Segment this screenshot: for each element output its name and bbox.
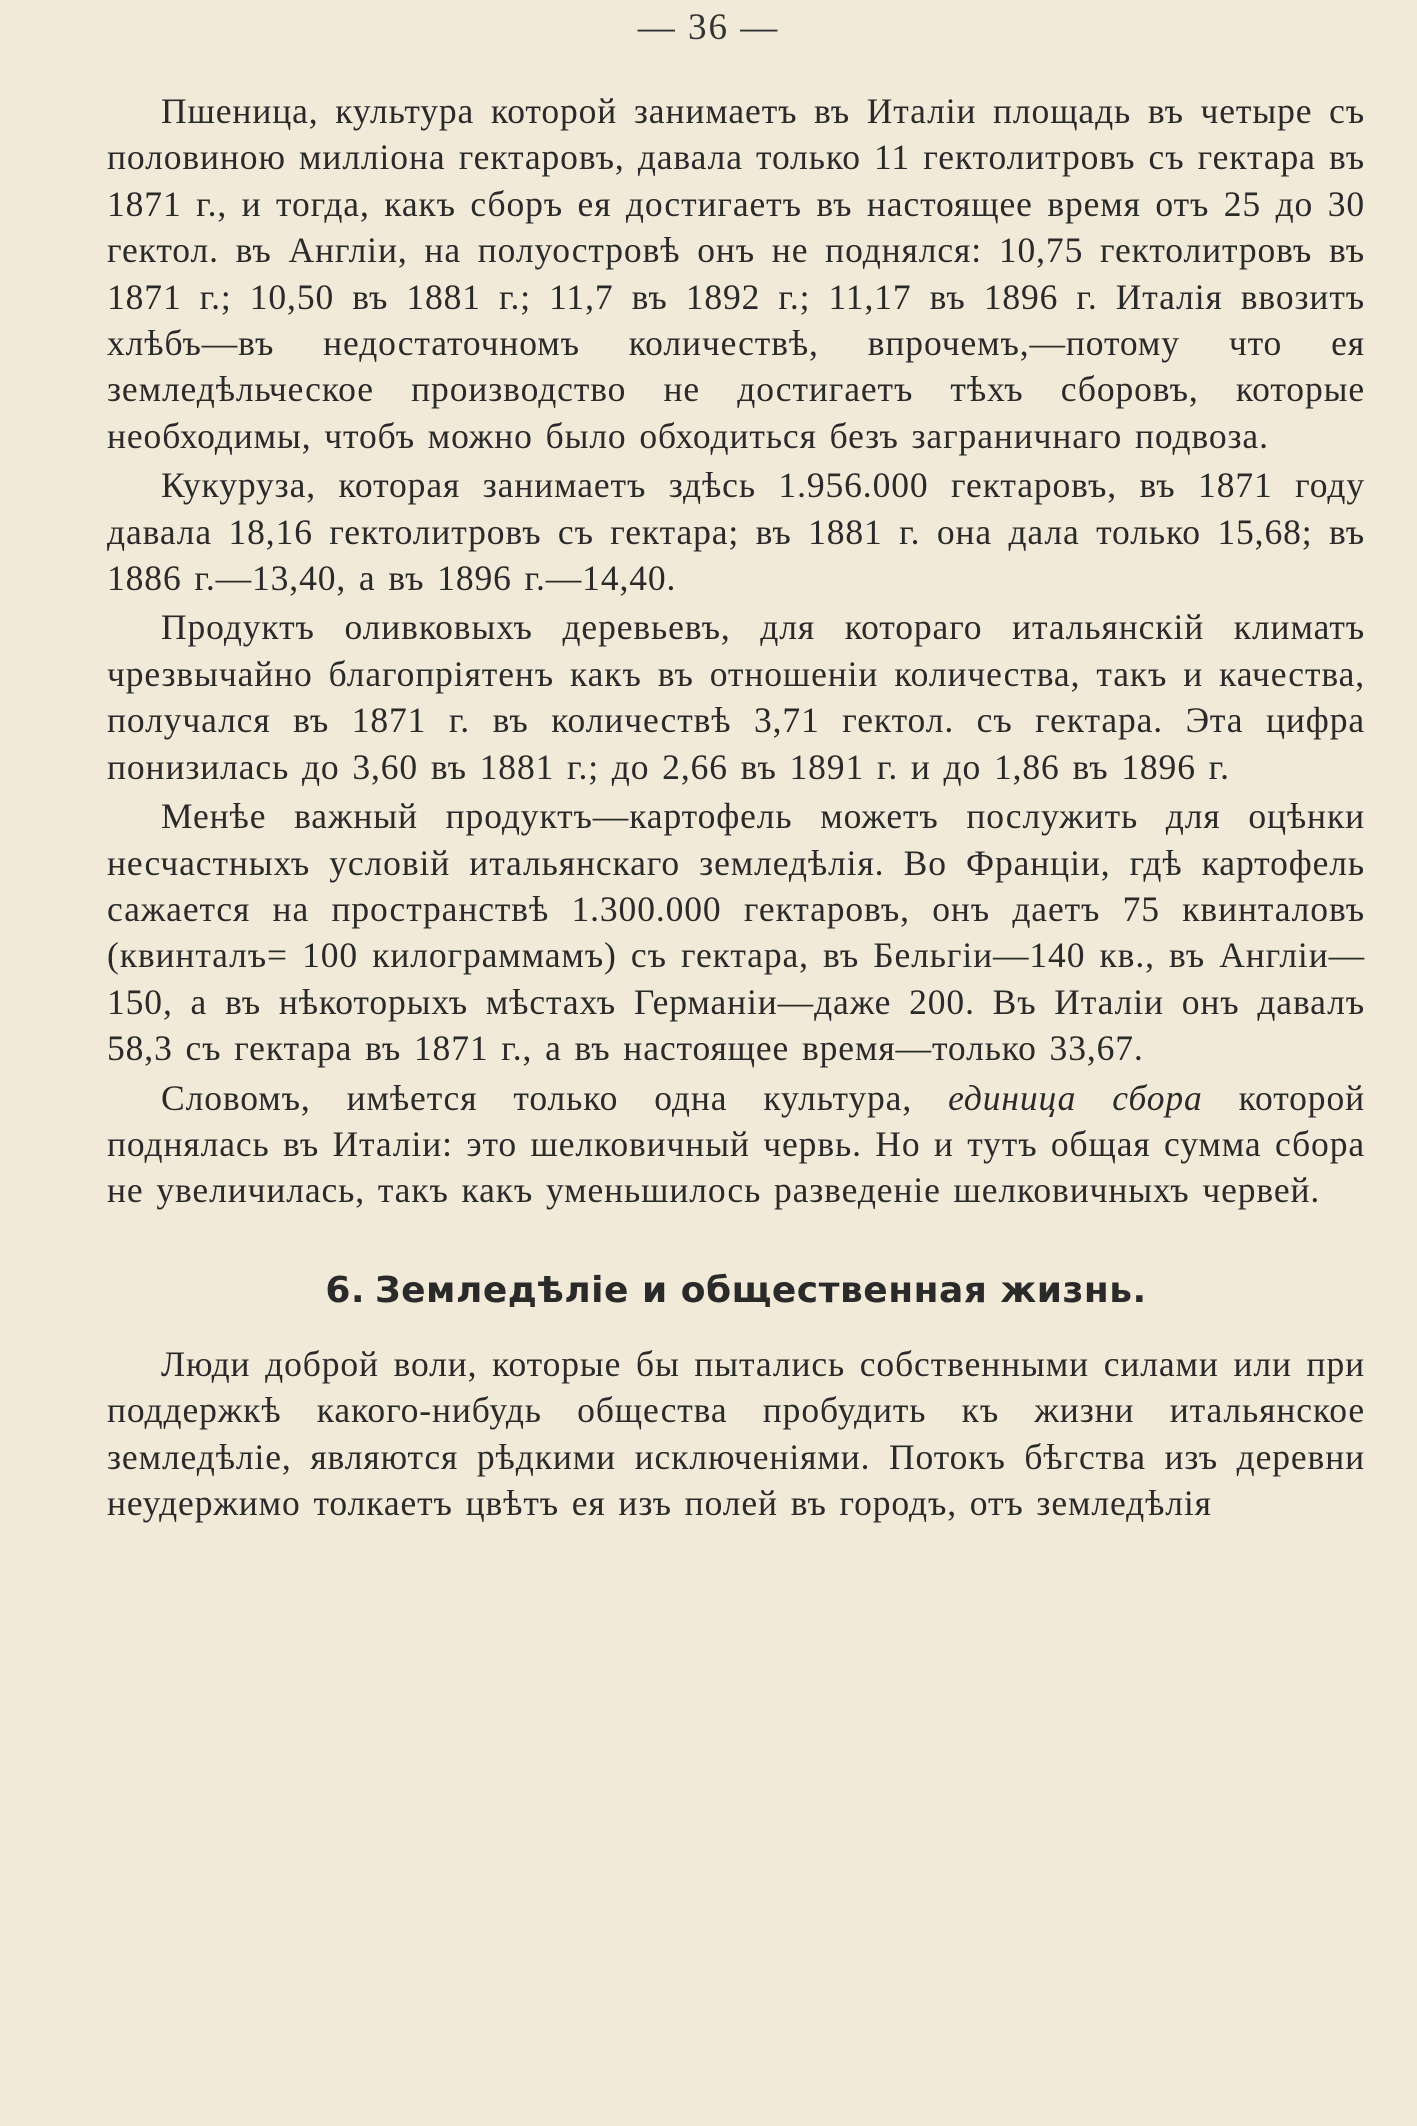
silkworm-text-start: Словомъ, имѣется только одна культура, <box>161 1077 949 1118</box>
paragraph-goodwill: Люди доброй воли, которые бы пытались собственными силами или при поддержкѣ какого-нибудь общества пробудить къ жизни итальянское земледѣліе, являются рѣдкими исключеніями. Потокъ бѣгства изъ деревни неудержимо толкаетъ цвѣтъ ея изъ полей въ городъ, отъ земледѣлія <box>107 1343 1365 1523</box>
body-text <box>107 88 1365 1529</box>
paragraph-potato: Менѣе важный продуктъ—картофель можетъ послужить для оцѣнки несчастныхъ условій итальянскаго земледѣлія. Во Франціи, гдѣ картофель сажается на пространствѣ 1.300.000 гектаровъ, онъ даетъ 75 квинталовъ (квинталъ= 100 килограммамъ) съ гектара, въ Бельгіи—140 кв., въ Англіи—150, а въ нѣкоторыхъ мѣстахъ Германіи—даже 200. Въ Италіи онъ давалъ 58,3 съ гектара въ 1871 г., а въ настоящее время—только 33,67. <box>107 796 1365 1069</box>
silkworm-text-end: которой поднялась въ Италіи: это шелковичный червь. Но и тутъ общая сумма сбора не увеличилась, такъ какъ уменьшилось разведеніе шелковичныхъ червей. <box>107 1077 1366 1211</box>
section-title: Земледѣліе и общественная жизнь. <box>375 1269 1147 1311</box>
paragraph-wheat: Пшеница, культура которой занимаетъ въ Италіи площадь въ четыре съ половиною милліона гектаровъ, давала только 11 гектолитровъ съ гектара въ 1871 г., и тогда, какъ сборъ ея достигаетъ въ настоящее время отъ 25 до 30 гектол. въ Англіи, на полуостровѣ онъ не поднялся: 10,75 гектолитровъ въ 1871 г.; 10,50 въ 1881 г.; 11,7 въ 1892 г.; 11,17 въ 1896 г. Италія ввозитъ хлѣбъ—въ недостаточномъ количествѣ, впрочемъ,—потому что ея земледѣльческое производство не достигаетъ тѣхъ сборовъ, которые необходимы, чтобъ можно было обходиться безъ заграничнаго подвоза. <box>107 91 1365 456</box>
section-number: 6. <box>325 1269 366 1311</box>
paragraph-olive: Продуктъ оливковыхъ деревьевъ, для котораго итальянскій климатъ чрезвычайно благопріятенъ какъ въ отношеніи количества, такъ и качества, получался въ 1871 г. въ количествѣ 3,71 гектол. съ гектара. Эта цифра понизилась до 3,60 въ 1881 г.; до 2,66 въ 1891 г. и до 1,86 въ 1896 г. <box>107 607 1365 787</box>
page-number: — 36 — <box>637 7 780 48</box>
silkworm-italic-phrase: единица сбора <box>948 1077 1203 1118</box>
section-heading <box>107 1270 1365 1311</box>
paragraph-silkworm <box>107 1075 1365 1214</box>
paragraph-maize: Кукуруза, которая занимаетъ здѣсь 1.956.000 гектаровъ, въ 1871 году давала 18,16 гектолитровъ съ гектара; въ 1881 г. она дала только 15,68; въ 1886 г.—13,40, а въ 1896 г.—14,40. <box>107 465 1365 599</box>
